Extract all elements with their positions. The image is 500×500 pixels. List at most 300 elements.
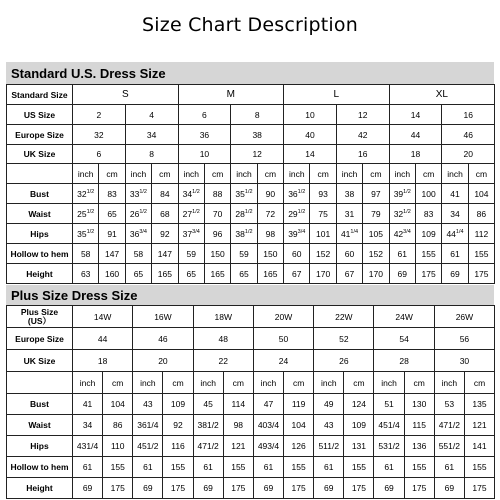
measurement-value-cell: 34 (73, 415, 103, 436)
standard-size-label: Standard Size (7, 85, 73, 105)
measurement-value-cell: 511/2 (314, 436, 344, 457)
measurement-fraction: 1/2 (139, 208, 147, 215)
plus-europe-row (7, 328, 495, 350)
measurement-value: 165 (263, 268, 278, 279)
measurement-value-cell (389, 224, 415, 244)
unit-inch-cell: inch (389, 164, 415, 184)
measurement-value-cell (73, 224, 99, 244)
measurement-value-cell: 175 (163, 478, 193, 499)
plus-size-section (6, 285, 494, 499)
plus-europe-cell: 52 (314, 328, 374, 350)
measurement-label: Bust (7, 394, 73, 415)
measurement-value-cell (204, 184, 230, 204)
measurement-value: 60 (344, 248, 355, 259)
measurement-value: 67 (344, 268, 355, 279)
size-group-cell: L (284, 85, 390, 105)
measurement-value-cell: 43 (314, 415, 344, 436)
measurement-fraction: 1/2 (139, 188, 147, 195)
measurement-value-cell (257, 184, 283, 204)
measurement-value-cell: 175 (223, 478, 253, 499)
plus-size-label-line1: Plus Size (20, 306, 59, 317)
measurement-value-cell (363, 204, 389, 224)
uk-size-cell: 6 (73, 145, 126, 164)
unit-cm-cell: cm (223, 372, 253, 394)
plus-uk-cell: 28 (374, 350, 434, 372)
measurement-value-cell: 104 (284, 415, 314, 436)
measurement-value-cell (99, 264, 125, 284)
measurement-value: 165 (157, 268, 172, 279)
measurement-fraction: 1/2 (297, 208, 306, 215)
measurement-value: 31 (344, 208, 355, 219)
measurement-value: 105 (368, 228, 383, 239)
measurement-value-cell (363, 264, 389, 284)
measurement-value: 63 (80, 268, 91, 279)
measurement-value-cell (257, 244, 283, 264)
measurement-fraction: 1/2 (86, 188, 95, 195)
measurement-value-cell: 98 (223, 415, 253, 436)
measurement-row (7, 204, 495, 224)
measurement-value-cell (73, 264, 99, 284)
uk-size-cell: 18 (389, 145, 442, 164)
plus-europe-cell: 54 (374, 328, 434, 350)
measurement-value-cell (415, 244, 441, 264)
measurement-value-cell: 121 (464, 415, 494, 436)
measurement-value-cell: 110 (103, 436, 133, 457)
measurement-value: 32 (393, 208, 404, 219)
plus-measurements (7, 394, 495, 499)
measurement-value: 90 (265, 188, 276, 199)
unit-inch-cell: inch (73, 372, 103, 394)
measurement-value-cell (310, 244, 336, 264)
europe-size-cell: 38 (231, 125, 284, 145)
measurement-value-cell: 403/4 (253, 415, 283, 436)
measurement-value-cell: 51 (374, 394, 404, 415)
measurement-value: 59 (239, 248, 249, 259)
measurement-value-cell (178, 204, 204, 224)
measurement-value-cell (231, 224, 257, 244)
measurement-value-cell (204, 204, 230, 224)
measurement-value-cell: 451/4 (374, 415, 404, 436)
measurement-value-cell (336, 224, 362, 244)
plus-size-cell: 22W (314, 306, 374, 328)
measurement-fraction: 1/2 (192, 188, 200, 195)
measurement-label: Waist (7, 415, 73, 436)
unit-inch-cell: inch (133, 372, 163, 394)
unit-inch-cell: inch (314, 372, 344, 394)
measurement-value-cell: 109 (163, 394, 193, 415)
measurement-value: 100 (421, 188, 436, 199)
measurement-value-cell (257, 204, 283, 224)
standard-size-table (6, 84, 495, 284)
us-size-row (7, 105, 495, 125)
measurement-value-cell (99, 244, 125, 264)
measurement-value-cell (257, 224, 283, 244)
measurement-value: 170 (368, 268, 383, 279)
measurement-value-cell (152, 244, 178, 264)
uk-size-cell: 12 (231, 145, 284, 164)
measurement-value-cell (73, 244, 99, 264)
measurement-value: 91 (107, 228, 117, 239)
measurement-value: 98 (265, 228, 276, 239)
unit-inch-cell: inch (336, 164, 362, 184)
plus-size-cell: 14W (73, 306, 133, 328)
measurement-fraction: 1/2 (403, 208, 411, 215)
measurement-label: Bust (7, 184, 73, 204)
measurement-value-cell (442, 244, 468, 264)
measurement-fraction: 3/4 (192, 228, 200, 235)
measurement-label: Height (7, 478, 73, 499)
measurement-value: 112 (474, 228, 489, 239)
plus-size-cell: 20W (253, 306, 313, 328)
measurement-value-cell: 155 (404, 457, 434, 478)
measurement-value: 39 (288, 228, 298, 239)
measurement-value-cell (389, 264, 415, 284)
measurement-row (7, 184, 495, 204)
measurement-value-cell (310, 184, 336, 204)
measurement-value-cell: 61 (314, 457, 344, 478)
us-size-cell: 12 (336, 105, 389, 125)
unit-cm-cell: cm (99, 164, 125, 184)
plus-uk-cell: 22 (193, 350, 253, 372)
measurement-value: 41 (340, 228, 351, 239)
measurement-value-cell (389, 184, 415, 204)
uk-size-row (7, 145, 495, 164)
measurement-value-cell: 131 (344, 436, 374, 457)
measurement-value-cell: 531/2 (374, 436, 404, 457)
measurement-value-cell: 69 (193, 478, 223, 499)
measurement-label: Hips (7, 224, 73, 244)
measurement-value-cell (178, 184, 204, 204)
unit-cm-cell: cm (163, 372, 193, 394)
measurement-value-cell: 69 (253, 478, 283, 499)
measurement-fraction: 1/2 (192, 208, 200, 215)
size-group-cell: M (178, 85, 284, 105)
measurement-value-cell (310, 204, 336, 224)
measurement-value-cell (125, 204, 151, 224)
uk-size-cell: 14 (284, 145, 337, 164)
measurement-value-cell: 115 (404, 415, 434, 436)
measurement-value-cell (363, 244, 389, 264)
measurement-value-cell (284, 264, 310, 284)
measurement-value-cell (363, 224, 389, 244)
measurement-row (7, 244, 495, 264)
unit-inch-cell: inch (73, 164, 99, 184)
measurement-value: 152 (368, 248, 383, 259)
plus-size-cell: 24W (374, 306, 434, 328)
measurement-value: 155 (421, 248, 436, 259)
plus-uk-row (7, 350, 495, 372)
measurement-value-cell (336, 184, 362, 204)
measurement-value-cell: 126 (284, 436, 314, 457)
measurement-value-cell: 61 (374, 457, 404, 478)
measurement-value-cell: 135 (464, 394, 494, 415)
measurement-value: 26 (129, 208, 140, 219)
measurement-value-cell: 109 (344, 415, 374, 436)
uk-size-cell: 16 (336, 145, 389, 164)
us-size-cell: 14 (389, 105, 442, 125)
measurement-value-cell: 69 (314, 478, 344, 499)
measurement-value-cell: 86 (103, 415, 133, 436)
measurement-label: Hollow to hem (7, 244, 73, 264)
measurement-value: 65 (186, 268, 196, 279)
measurement-value-cell: 175 (464, 478, 494, 499)
measurement-value-cell (231, 264, 257, 284)
measurement-value-cell (73, 204, 99, 224)
measurement-row (7, 457, 495, 478)
measurement-value: 70 (212, 208, 223, 219)
measurement-value-cell: 141 (464, 436, 494, 457)
measurement-value-cell: 175 (284, 478, 314, 499)
measurement-label: Waist (7, 204, 73, 224)
measurement-fraction: 1/2 (244, 188, 253, 195)
measurement-value-cell (310, 264, 336, 284)
measurement-value-cell (468, 264, 494, 284)
measurement-value-cell (152, 224, 178, 244)
measurement-value-cell: 121 (223, 436, 253, 457)
measurement-value-cell (178, 264, 204, 284)
unit-cm-cell: cm (464, 372, 494, 394)
measurement-value: 28 (235, 208, 245, 219)
measurement-value-cell: 61 (133, 457, 163, 478)
measurement-value-cell: 69 (73, 478, 103, 499)
unit-cm-cell: cm (344, 372, 374, 394)
measurement-value: 29 (288, 208, 298, 219)
measurement-fraction: 1/4 (350, 228, 359, 235)
uk-size-cell: 20 (442, 145, 495, 164)
measurement-value: 152 (316, 248, 331, 259)
uk-size-label: UK Size (7, 145, 73, 164)
measurement-value: 165 (210, 268, 225, 279)
measurement-value: 75 (318, 208, 328, 219)
measurement-value-cell: 61 (73, 457, 103, 478)
unit-inch-cell: inch (284, 164, 310, 184)
plus-uk-cell: 26 (314, 350, 374, 372)
measurement-value-cell (231, 184, 257, 204)
standard-size-row (7, 85, 495, 105)
plus-europe-cell: 50 (253, 328, 313, 350)
measurement-value-cell: 136 (404, 436, 434, 457)
measurement-value-cell (178, 244, 204, 264)
measurement-value-cell (284, 224, 310, 244)
measurement-value: 84 (160, 188, 170, 199)
measurement-value-cell: 451/2 (133, 436, 163, 457)
europe-size-cell: 44 (389, 125, 442, 145)
measurement-value-cell (442, 184, 468, 204)
measurement-value: 69 (450, 268, 460, 279)
unit-cm-cell: cm (468, 164, 494, 184)
measurement-value: 27 (182, 208, 193, 219)
plus-uk-cell: 20 (133, 350, 193, 372)
measurement-value: 97 (371, 188, 381, 199)
standard-size-section (6, 62, 494, 284)
plus-section-title: Plus Size Dress Size (6, 285, 494, 305)
measurement-value: 83 (423, 208, 434, 219)
measurement-fraction: 1/2 (403, 188, 411, 195)
measurement-value-cell: 124 (344, 394, 374, 415)
measurement-fraction: 1/2 (244, 228, 253, 235)
measurement-value: 65 (133, 268, 144, 279)
measurement-value-cell: 130 (404, 394, 434, 415)
plus-europe-cell: 44 (73, 328, 133, 350)
measurement-value-cell (284, 244, 310, 264)
us-size-cell: 2 (73, 105, 126, 125)
measurement-value-cell: 61 (253, 457, 283, 478)
measurement-value: 68 (160, 208, 170, 219)
measurement-value-cell: 116 (163, 436, 193, 457)
measurement-fraction: 1/2 (86, 228, 95, 235)
measurement-value-cell (99, 204, 125, 224)
measurement-value: 101 (316, 228, 331, 239)
measurement-label: Height (7, 264, 73, 284)
measurement-value-cell (231, 244, 257, 264)
measurement-value: 32 (77, 188, 87, 199)
measurement-value-cell (468, 184, 494, 204)
unit-row-label (7, 372, 73, 394)
measurement-value-cell (73, 184, 99, 204)
measurement-value-cell: 92 (163, 415, 193, 436)
measurement-value-cell (415, 204, 441, 224)
measurement-value-cell (284, 184, 310, 204)
measurement-value-cell: 175 (103, 478, 133, 499)
measurement-value-cell (99, 224, 125, 244)
measurement-value: 175 (474, 268, 489, 279)
measurement-value: 61 (397, 248, 407, 259)
europe-size-cell: 40 (284, 125, 337, 145)
measurement-value-cell (152, 184, 178, 204)
measurement-value-cell (231, 204, 257, 224)
measurement-value-cell: 175 (404, 478, 434, 499)
measurement-value-cell: 53 (434, 394, 464, 415)
standard-measurements (7, 184, 495, 284)
plus-size-cell: 16W (133, 306, 193, 328)
measurement-value-cell (125, 244, 151, 264)
measurement-value: 69 (397, 268, 407, 279)
measurement-value-cell (389, 204, 415, 224)
measurement-value-cell: 155 (103, 457, 133, 478)
measurement-value-cell: 155 (163, 457, 193, 478)
plus-europe-label: Europe Size (7, 328, 73, 350)
unit-inch-cell: inch (231, 164, 257, 184)
measurement-value: 37 (182, 228, 193, 239)
measurement-row (7, 224, 495, 244)
measurement-value: 170 (316, 268, 331, 279)
measurement-value: 67 (292, 268, 302, 279)
plus-size-label-line2: (US） (27, 315, 52, 326)
measurement-value: 150 (210, 248, 225, 259)
plus-size-cell: 18W (193, 306, 253, 328)
measurement-fraction: 3/4 (297, 228, 306, 235)
europe-size-cell: 46 (442, 125, 495, 145)
unit-cm-cell: cm (363, 164, 389, 184)
unit-cm-cell: cm (204, 164, 230, 184)
plus-unit-row (7, 372, 495, 394)
measurement-label: Hips (7, 436, 73, 457)
standard-section-title: Standard U.S. Dress Size (6, 62, 494, 84)
us-size-cell: 8 (231, 105, 284, 125)
measurement-row (7, 436, 495, 457)
measurement-value-cell (442, 264, 468, 284)
measurement-value: 88 (212, 188, 223, 199)
measurement-value-cell (415, 224, 441, 244)
measurement-value-cell (99, 184, 125, 204)
measurement-value: 109 (421, 228, 436, 239)
plus-europe-cell: 56 (434, 328, 494, 350)
measurement-row (7, 415, 495, 436)
measurement-value-cell (310, 224, 336, 244)
measurement-value: 36 (288, 188, 298, 199)
measurement-value: 35 (235, 188, 245, 199)
measurement-value-cell (389, 244, 415, 264)
unit-inch-cell: inch (193, 372, 223, 394)
measurement-value: 155 (474, 248, 489, 259)
measurement-value: 42 (393, 228, 404, 239)
unit-cm-cell: cm (257, 164, 283, 184)
measurement-value-cell (415, 184, 441, 204)
plus-europe-cell: 48 (193, 328, 253, 350)
unit-cm-cell: cm (415, 164, 441, 184)
measurement-value-cell (415, 264, 441, 284)
measurement-row (7, 264, 495, 284)
measurement-fraction: 3/4 (403, 228, 411, 235)
measurement-value: 147 (104, 248, 120, 259)
measurement-value-cell: 431/4 (73, 436, 103, 457)
measurement-value-cell (468, 244, 494, 264)
measurement-fraction: 1/2 (86, 208, 95, 215)
plus-uk-cell: 30 (434, 350, 494, 372)
measurement-value: 36 (129, 228, 140, 239)
measurement-value-cell: 43 (133, 394, 163, 415)
measurement-value-cell (336, 264, 362, 284)
measurement-value-cell: 493/4 (253, 436, 283, 457)
measurement-value-cell: 471/2 (193, 436, 223, 457)
measurement-value: 58 (133, 248, 144, 259)
measurement-value: 65 (107, 208, 117, 219)
measurement-value: 86 (476, 208, 487, 219)
measurement-value: 72 (265, 208, 276, 219)
measurement-value: 34 (450, 208, 460, 219)
us-size-cell: 10 (284, 105, 337, 125)
measurement-value: 58 (80, 248, 91, 259)
unit-cm-cell: cm (103, 372, 133, 394)
standard-unit-row (7, 164, 495, 184)
measurement-fraction: 1/4 (455, 228, 464, 235)
us-size-label: US Size (7, 105, 73, 125)
unit-inch-cell: inch (253, 372, 283, 394)
measurement-value: 35 (77, 228, 87, 239)
measurement-value: 92 (160, 228, 170, 239)
measurement-value: 33 (129, 188, 140, 199)
measurement-value-cell: 114 (223, 394, 253, 415)
unit-inch-cell: inch (374, 372, 404, 394)
measurement-value: 93 (318, 188, 328, 199)
measurement-value: 160 (104, 268, 120, 279)
europe-size-row (7, 125, 495, 145)
measurement-value-cell: 155 (464, 457, 494, 478)
measurement-value-cell (125, 224, 151, 244)
measurement-value-cell: 61 (193, 457, 223, 478)
europe-size-cell: 34 (125, 125, 178, 145)
measurement-value: 38 (344, 188, 355, 199)
unit-inch-cell: inch (125, 164, 151, 184)
measurement-value-cell (284, 204, 310, 224)
europe-size-cell: 32 (73, 125, 126, 145)
measurement-value-cell: 69 (133, 478, 163, 499)
measurement-value: 104 (474, 188, 489, 199)
unit-inch-cell: inch (442, 164, 468, 184)
measurement-value-cell (363, 184, 389, 204)
measurement-value-cell (152, 264, 178, 284)
unit-cm-cell: cm (310, 164, 336, 184)
